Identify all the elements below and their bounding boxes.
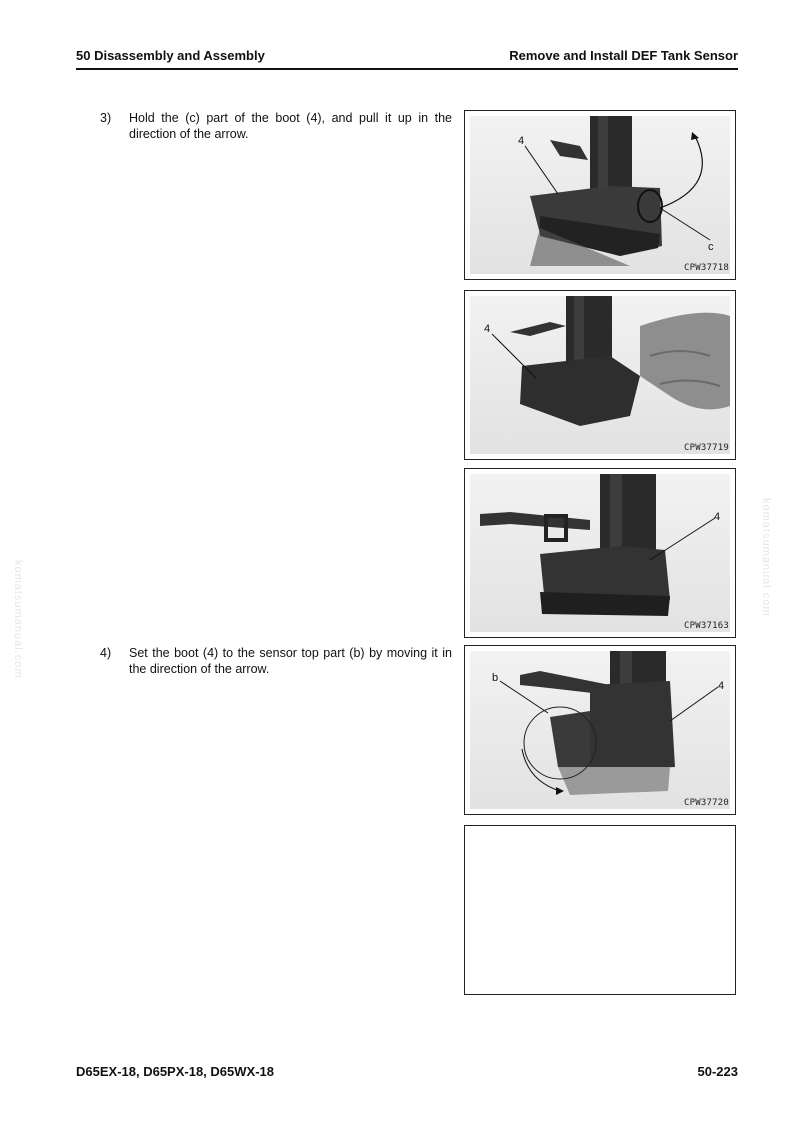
model-list: D65EX-18, D65PX-18, D65WX-18 bbox=[76, 1064, 274, 1079]
step-number: 3) bbox=[100, 111, 112, 125]
watermark-right: komatsumanual.com bbox=[760, 498, 772, 617]
topic-title: Remove and Install DEF Tank Sensor bbox=[509, 48, 738, 63]
svg-text:b: b bbox=[492, 672, 499, 684]
page-number: 50-223 bbox=[697, 1064, 738, 1079]
svg-text:4: 4 bbox=[518, 135, 525, 147]
header-divider bbox=[76, 68, 738, 70]
figure-code: CPW37719 bbox=[684, 443, 729, 453]
figure-photo-4 bbox=[464, 645, 736, 815]
section-title: 50 Disassembly and Assembly bbox=[76, 48, 265, 63]
figure-code: CPW37163 bbox=[684, 621, 729, 631]
watermark-left: komatsumanual.com bbox=[12, 560, 24, 679]
sensor-boot-photo bbox=[470, 116, 730, 274]
step-number: 4) bbox=[100, 646, 112, 660]
svg-text:4: 4 bbox=[484, 323, 491, 335]
svg-text:c: c bbox=[708, 241, 714, 253]
sensor-boot-photo bbox=[470, 474, 730, 632]
figure-photo-3 bbox=[464, 468, 736, 638]
step-text: Set the boot (4) to the sensor top part (b) by moving it in the direction of the arrow. bbox=[129, 646, 452, 676]
step-text: Hold the (c) part of the boot (4), and pull it up in the direction of the arrow. bbox=[129, 111, 452, 141]
svg-text:4: 4 bbox=[718, 680, 725, 692]
sensor-boot-photo bbox=[470, 296, 730, 454]
figure-code: CPW37718 bbox=[684, 263, 729, 273]
figure-photo-2 bbox=[464, 290, 736, 460]
svg-text:4: 4 bbox=[714, 511, 721, 523]
page-header bbox=[76, 48, 738, 68]
figure-code: CPW37720 bbox=[684, 798, 729, 808]
sensor-boot-photo bbox=[470, 651, 730, 809]
figure-empty-frame bbox=[464, 825, 736, 995]
figure-photo-1 bbox=[464, 110, 736, 280]
